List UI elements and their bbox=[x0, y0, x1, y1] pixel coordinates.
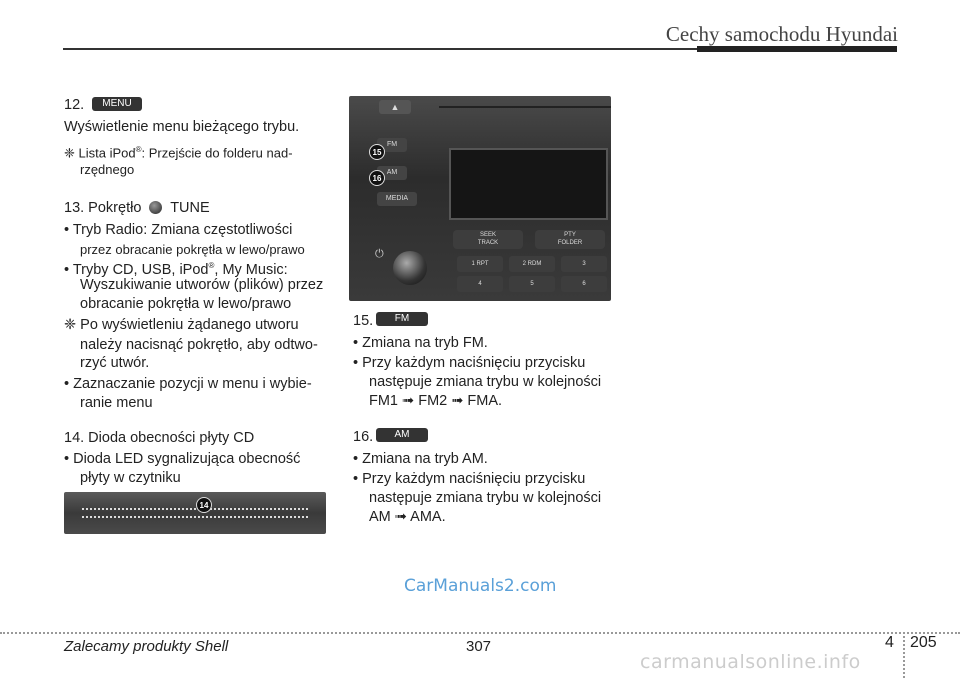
power-icon: ⏻ bbox=[375, 248, 384, 260]
registered-mark: ® bbox=[208, 261, 215, 270]
cd-slot-line bbox=[439, 106, 611, 108]
preset-button-1: 1 RPT bbox=[457, 256, 503, 272]
item-13-note-cont-2: rzyć utwór. bbox=[80, 355, 150, 371]
item-15-bullet-1: • Zmiana na tryb FM. bbox=[353, 335, 488, 351]
track-label: TRACK bbox=[477, 240, 499, 246]
preset-button-4: 4 bbox=[457, 276, 503, 292]
item-15-bullet-2: • Przy każdym naciśnięciu przycisku bbox=[353, 355, 586, 371]
callout-15: 15 bbox=[369, 144, 385, 160]
item-14-bullet-1: • Dioda LED sygnalizująca obecność bbox=[64, 451, 301, 467]
am-button-chip: AM bbox=[376, 428, 428, 442]
header-rule bbox=[63, 48, 697, 50]
media-hardware-button: MEDIA bbox=[377, 192, 417, 206]
audio-panel-image bbox=[349, 96, 611, 301]
page-header-title: Cechy samochodu Hyundai bbox=[665, 22, 898, 46]
item-15-bullet-2-cont-2: FM1 ➟ FM2 ➟ FMA. bbox=[369, 393, 503, 409]
menu-button-chip: MENU bbox=[92, 97, 142, 111]
fm-hardware-button: FM bbox=[377, 138, 407, 152]
am-hardware-button: AM bbox=[377, 166, 407, 180]
tune-knob bbox=[393, 251, 427, 285]
preset-button-3: 3 bbox=[561, 256, 607, 272]
item-15-number: 15. bbox=[353, 313, 374, 329]
preset-button-6: 6 bbox=[561, 276, 607, 292]
item-16-bullet-2-cont-2: AM ➟ AMA. bbox=[369, 509, 446, 525]
eject-icon: ▲ bbox=[379, 100, 411, 114]
preset-button-2: 2 RDM bbox=[509, 256, 555, 272]
item-13-bullet-1: • Tryb Radio: Zmiana częstotliwości bbox=[64, 222, 293, 238]
item-16-number: 16. bbox=[353, 429, 374, 445]
item-12-description: Wyświetlenie menu bieżącego trybu. bbox=[64, 119, 300, 135]
item-16-bullet-1: • Zmiana na tryb AM. bbox=[353, 451, 488, 467]
item-13-bullet-2-cont-1: Wyszukiwanie utworów (plików) przez bbox=[80, 277, 324, 293]
item-13-title bbox=[64, 198, 210, 218]
item-13-bullet-2-cont-2: obracanie pokrętła w lewo/prawo bbox=[80, 296, 292, 312]
knob-icon bbox=[149, 201, 162, 214]
watermark-link[interactable]: CarManuals2.com bbox=[404, 576, 557, 596]
folder-label: FOLDER bbox=[557, 240, 583, 246]
item-16-bullet-2: • Przy każdym naciśnięciu przycisku bbox=[353, 471, 586, 487]
item-13-bullet-2-text-a: • Tryby CD, USB, iPod bbox=[64, 261, 209, 278]
site-watermark[interactable]: carmanualsonline.info bbox=[640, 651, 861, 673]
pty-folder-button bbox=[535, 230, 605, 249]
footer-page-number: 307 bbox=[466, 638, 492, 655]
item-14-bullet-1-cont: płyty w czytniku bbox=[80, 470, 181, 486]
item-16-bullet-2-cont-1: następuje zmiana trybu w kolejności bbox=[369, 490, 602, 506]
footer-left-text: Zalecamy produkty Shell bbox=[64, 638, 229, 655]
seek-track-button bbox=[453, 230, 523, 249]
item-13-bullet-1-cont: przez obracanie pokrętła w lewo/prawo bbox=[80, 242, 305, 257]
footer-separator bbox=[903, 632, 905, 678]
header-bar bbox=[697, 46, 897, 52]
item-15-bullet-2-cont-1: następuje zmiana trybu w kolejności bbox=[369, 374, 602, 390]
item-13-bullet-3: • Zaznaczanie pozycji w menu i wybie- bbox=[64, 376, 312, 392]
registered-mark: ® bbox=[135, 145, 142, 154]
item-13-bullet-2-text-b: , My Music: bbox=[214, 261, 288, 278]
item-13-title-text: 13. Pokrętło bbox=[64, 200, 142, 216]
item-14-title: 14. Dioda obecności płyty CD bbox=[64, 430, 255, 446]
footer-rule bbox=[0, 632, 960, 634]
item-13-note-cont-1: należy nacisnąć pokrętło, aby odtwo- bbox=[80, 337, 318, 353]
item-13-title-tune: TUNE bbox=[170, 200, 210, 216]
seek-label: SEEK bbox=[479, 232, 496, 238]
pty-label: PTY bbox=[564, 232, 576, 238]
fm-button-chip: FM bbox=[376, 312, 428, 326]
callout-16: 16 bbox=[369, 170, 385, 186]
item-12-note-text-b: : Przejście do folderu nad- bbox=[141, 145, 293, 161]
item-12-number: 12. bbox=[64, 97, 85, 113]
footer-page-right: 205 bbox=[910, 634, 937, 651]
item-12-note-text-a: ❈ Lista iPod bbox=[64, 145, 136, 161]
footer-section-number: 4 bbox=[885, 634, 894, 651]
item-12-note-cont: rzędnego bbox=[80, 162, 135, 177]
item-13-note: ❈ Po wyświetleniu żądanego utworu bbox=[64, 317, 299, 333]
display-screen bbox=[449, 148, 608, 220]
cd-slot-image bbox=[64, 492, 326, 534]
item-13-bullet-3-cont: ranie menu bbox=[80, 395, 153, 411]
callout-14: 14 bbox=[196, 497, 212, 513]
preset-grid bbox=[457, 256, 607, 296]
preset-button-5: 5 bbox=[509, 276, 555, 292]
